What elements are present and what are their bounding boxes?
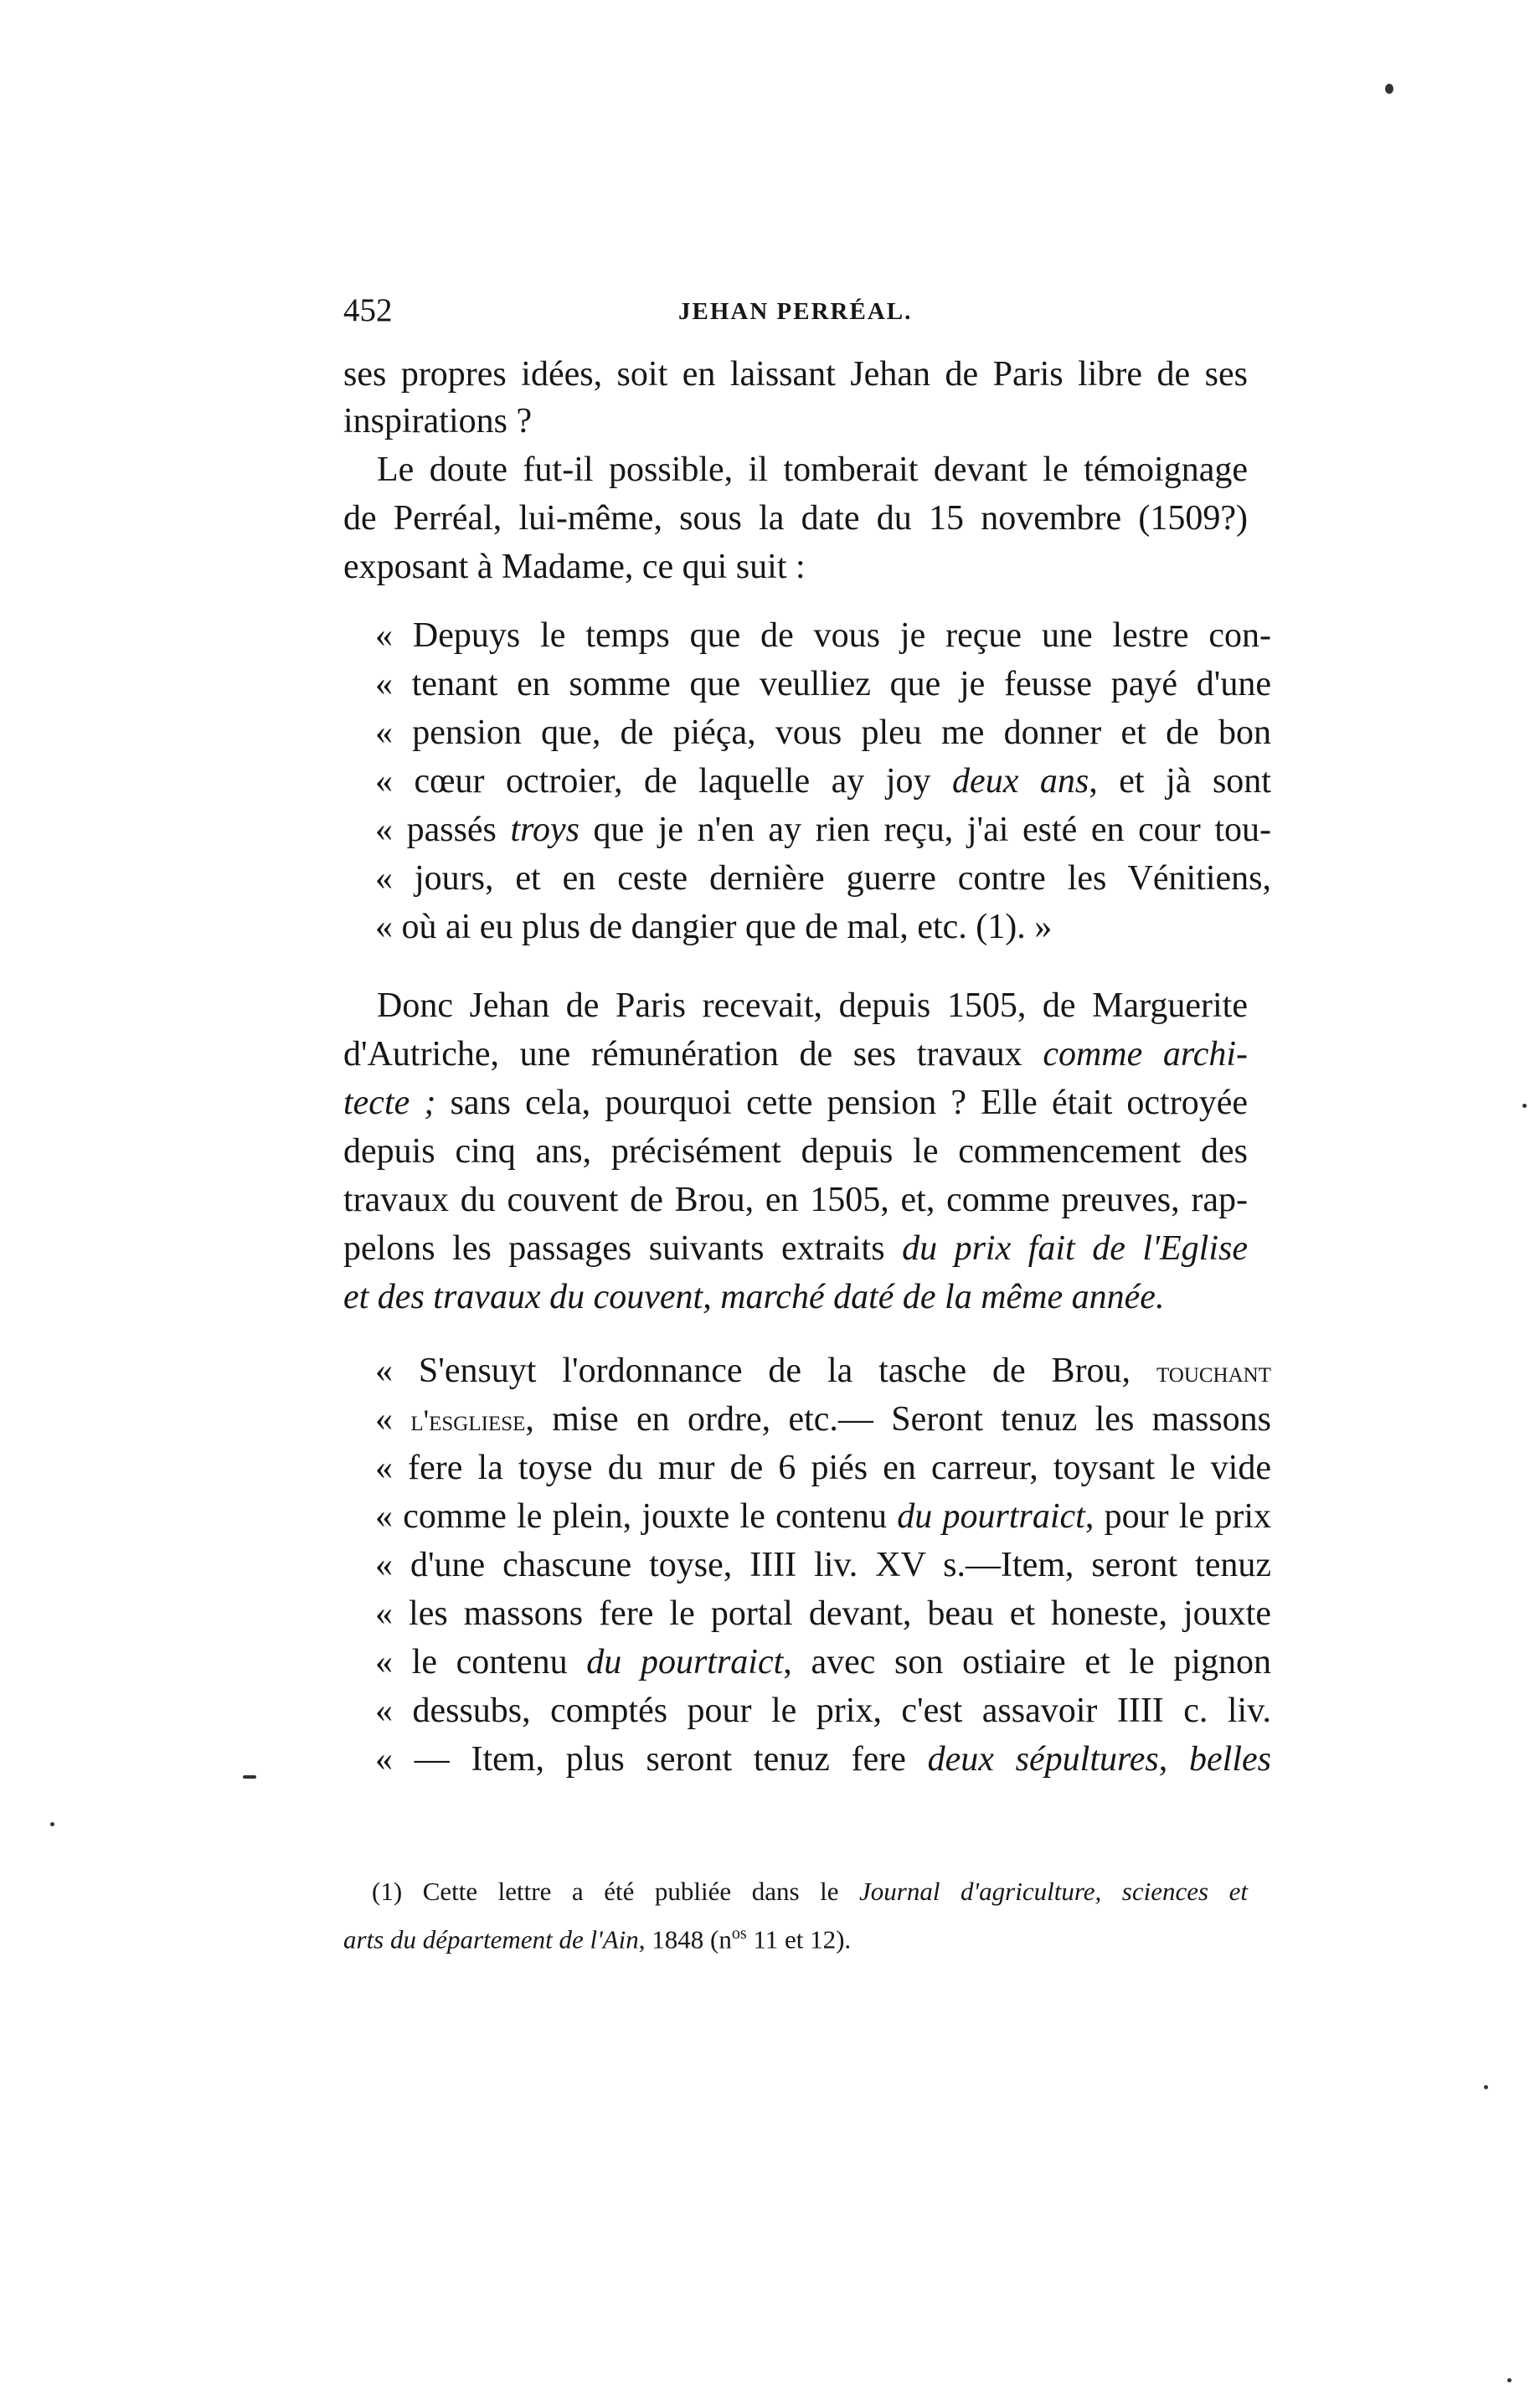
text-run: d'Autriche, une rémunération de ses travaux	[343, 1035, 1043, 1074]
text-run: pelons les passages suivants extraits	[343, 1229, 903, 1268]
italic-run: deux sépultures	[927, 1740, 1159, 1779]
body-line: depuis cinq ans, précisément depuis le commencement des	[343, 1132, 1248, 1171]
quote-line	[375, 1347, 1271, 1395]
small-caps-run: l'esgliese	[410, 1403, 526, 1437]
quote-line: « où ai eu plus de dangier que de mal, etc. (1). »	[375, 908, 1053, 946]
quote-line: « tenant en somme que veulliez que je feusse payé d'une	[375, 665, 1271, 703]
body-line: travaux du couvent de Brou, en 1505, et, comme preuves, rap-	[343, 1181, 1248, 1219]
body-line: exposant à Madame, ce qui suit :	[343, 548, 806, 586]
scan-speck	[50, 1822, 54, 1826]
italic-run: arts du département de l'Ain	[343, 1924, 639, 1954]
footnote-line	[372, 1872, 1248, 1911]
italic-run: tecte ;	[343, 1084, 436, 1122]
body-line: de Perréal, lui-même, sous la date du 15 novembre (1509?)	[343, 499, 1248, 538]
quote-line	[375, 757, 1271, 806]
quote-line	[375, 1395, 1271, 1444]
text-run: , et jà sont	[1089, 762, 1271, 801]
body-line	[343, 1273, 1248, 1321]
footnote-line	[343, 1914, 1248, 1953]
quote-line: « d'une chascune toyse, IIII liv. XV s.—Item, seront tenuz	[375, 1546, 1271, 1584]
text-run: ,	[1158, 1740, 1190, 1779]
text-run: « le contenu	[375, 1643, 587, 1681]
text-run: sans cela, pourquoi cette pension ? Elle était octroyée	[435, 1084, 1249, 1122]
body-line: Le doute fut-il possible, il tomberait devant le témoignage	[377, 451, 1248, 489]
quote-line: « jours, et en ceste dernière guerre contre les Vénitiens,	[375, 859, 1271, 898]
quote-line	[375, 1638, 1271, 1687]
body-line: ses propres idées, soit en laissant Jehan de Paris libre de ses	[343, 355, 1248, 394]
body-line: inspirations ?	[343, 402, 533, 440]
page-header	[343, 291, 1248, 333]
italic-run: comme archi-	[1043, 1035, 1248, 1074]
text-run: , 1848 (n	[638, 1924, 732, 1954]
quote-line: « dessubs, comptés pour le prix, c'est assavoir IIII c. liv.	[375, 1692, 1271, 1730]
body-line	[343, 1030, 1248, 1079]
small-caps-run: touchant	[1156, 1355, 1271, 1388]
italic-run: du pourtraict	[586, 1643, 784, 1681]
italic-run: et des travaux du couvent, marché daté de la même année.	[343, 1278, 1165, 1316]
scan-speck	[243, 1775, 256, 1779]
text-run: (1) Cette lettre a été publiée dans le	[372, 1877, 860, 1906]
text-run: « S'ensuyt l'ordonnance de la tasche de Brou,	[375, 1352, 1156, 1390]
text-run: que je n'en ay rien reçu, j'ai esté en cour tou-	[579, 811, 1271, 849]
scan-speck	[1484, 2085, 1488, 2089]
body-line	[343, 1224, 1248, 1273]
italic-run: deux ans	[952, 762, 1089, 801]
text-run: « passés	[375, 811, 511, 849]
italic-run: belles	[1189, 1740, 1271, 1779]
italic-run: Journal d'agriculture, sciences et	[859, 1877, 1248, 1906]
scan-speck	[1522, 1104, 1527, 1108]
text-run: « — Item, plus seront tenuz fere	[375, 1740, 928, 1779]
scan-speck	[1507, 2378, 1512, 2382]
text-run: , avec son ostiaire et le pignon	[783, 1643, 1271, 1681]
body-line: Donc Jehan de Paris recevait, depuis 1505, de Marguerite	[377, 986, 1248, 1025]
text-run: «	[375, 1400, 411, 1439]
running-title: JEHAN PERRÉAL.	[678, 298, 913, 325]
quote-line: « pension que, de piéça, vous pleu me donner et de bon	[375, 713, 1271, 752]
text-run: , mise en ordre, etc.— Seront tenuz les massons	[525, 1400, 1272, 1439]
quote-line: « fere la toyse du mur de 6 piés en carreur, toysant le vide	[375, 1449, 1271, 1487]
italic-run: du prix fait de l'Eglise	[902, 1229, 1248, 1268]
quote-line: « Depuys le temps que de vous je reçue une lestre con-	[375, 616, 1271, 655]
quote-line	[375, 1735, 1271, 1784]
superscript: os	[731, 1924, 747, 1943]
scan-speck	[1385, 84, 1393, 94]
italic-run: troys	[510, 811, 579, 849]
text-run: 11 et 12).	[746, 1924, 852, 1954]
body-line	[343, 1079, 1248, 1127]
text-run: « cœur octroier, de laquelle ay joy	[375, 762, 953, 801]
text-run: « comme le plein, jouxte le contenu	[375, 1497, 898, 1536]
italic-run: du pourtraict	[897, 1497, 1085, 1536]
quote-line: « les massons fere le portal devant, beau et honeste, jouxte	[375, 1594, 1271, 1633]
quote-line	[375, 806, 1271, 854]
page-number: 452	[343, 292, 393, 328]
quote-line	[375, 1492, 1271, 1541]
text-run: , pour le prix	[1084, 1497, 1272, 1536]
